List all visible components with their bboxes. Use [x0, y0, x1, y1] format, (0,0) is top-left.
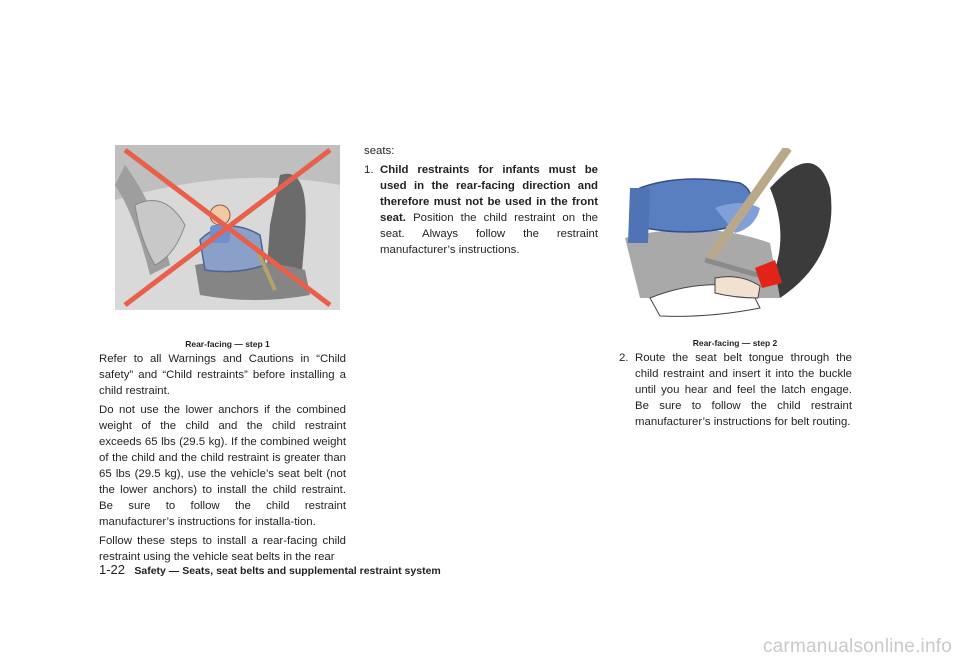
- step-2-text: Route the seat belt tongue through the child restraint and insert it into the buckle until you hear and feel the latch engage. Be sure to follow the child restraint manufacturer’s instructions for belt routing.: [635, 352, 852, 428]
- step-2: [619, 350, 852, 430]
- paragraph-lower-anchors: Do not use the lower anchors if the combined weight of the child and the child restraint exceeds 65 lbs (29.5 kg). If the combined weight of the child and the child restraint is greater than 65 lbs (29.5 kg), use the vehicle’s seat belt (not the lower anchors) to install the child restraint. Be sure to follow the child restraint manufacturer’s instructions for installa-tion.: [99, 404, 346, 528]
- step-1-heading: Child restraints for infants must be used in the rear-facing direction and therefore must not be used in the front seat.: [380, 164, 598, 224]
- figure-rear-facing-step2: [620, 148, 850, 328]
- figure2-caption: Rear-facing — step 2: [692, 338, 778, 348]
- paragraph-warnings: Refer to all Warnings and Cautions in “Child safety” and “Child restraints” before installing a child restraint.: [99, 353, 346, 397]
- page-footer: [99, 562, 441, 577]
- section-title: Safety — Seats, seat belts and supplemental restraint system: [134, 565, 441, 577]
- step-1: [364, 162, 598, 258]
- right-column-text: [619, 350, 852, 430]
- figure1-caption: Rear-facing — step 1: [185, 339, 270, 349]
- step-1-number: 1.: [364, 164, 374, 176]
- watermark: carmanualsonline.info: [762, 636, 952, 657]
- paragraph-follow-steps: Follow these steps to install a rear-facing child restraint using the vehicle seat belts in the rear: [99, 535, 346, 563]
- step-1-text: Position the child restraint on the seat. Always follow the restraint manufacturer’s instructions.: [380, 212, 598, 256]
- figure-rear-facing-step1: [115, 145, 340, 310]
- page-number: 1-22: [99, 562, 126, 577]
- step-2-number: 2.: [619, 352, 629, 364]
- seats-lead: seats:: [364, 145, 395, 157]
- middle-column-text: [364, 143, 598, 258]
- left-column-text: [99, 351, 346, 568]
